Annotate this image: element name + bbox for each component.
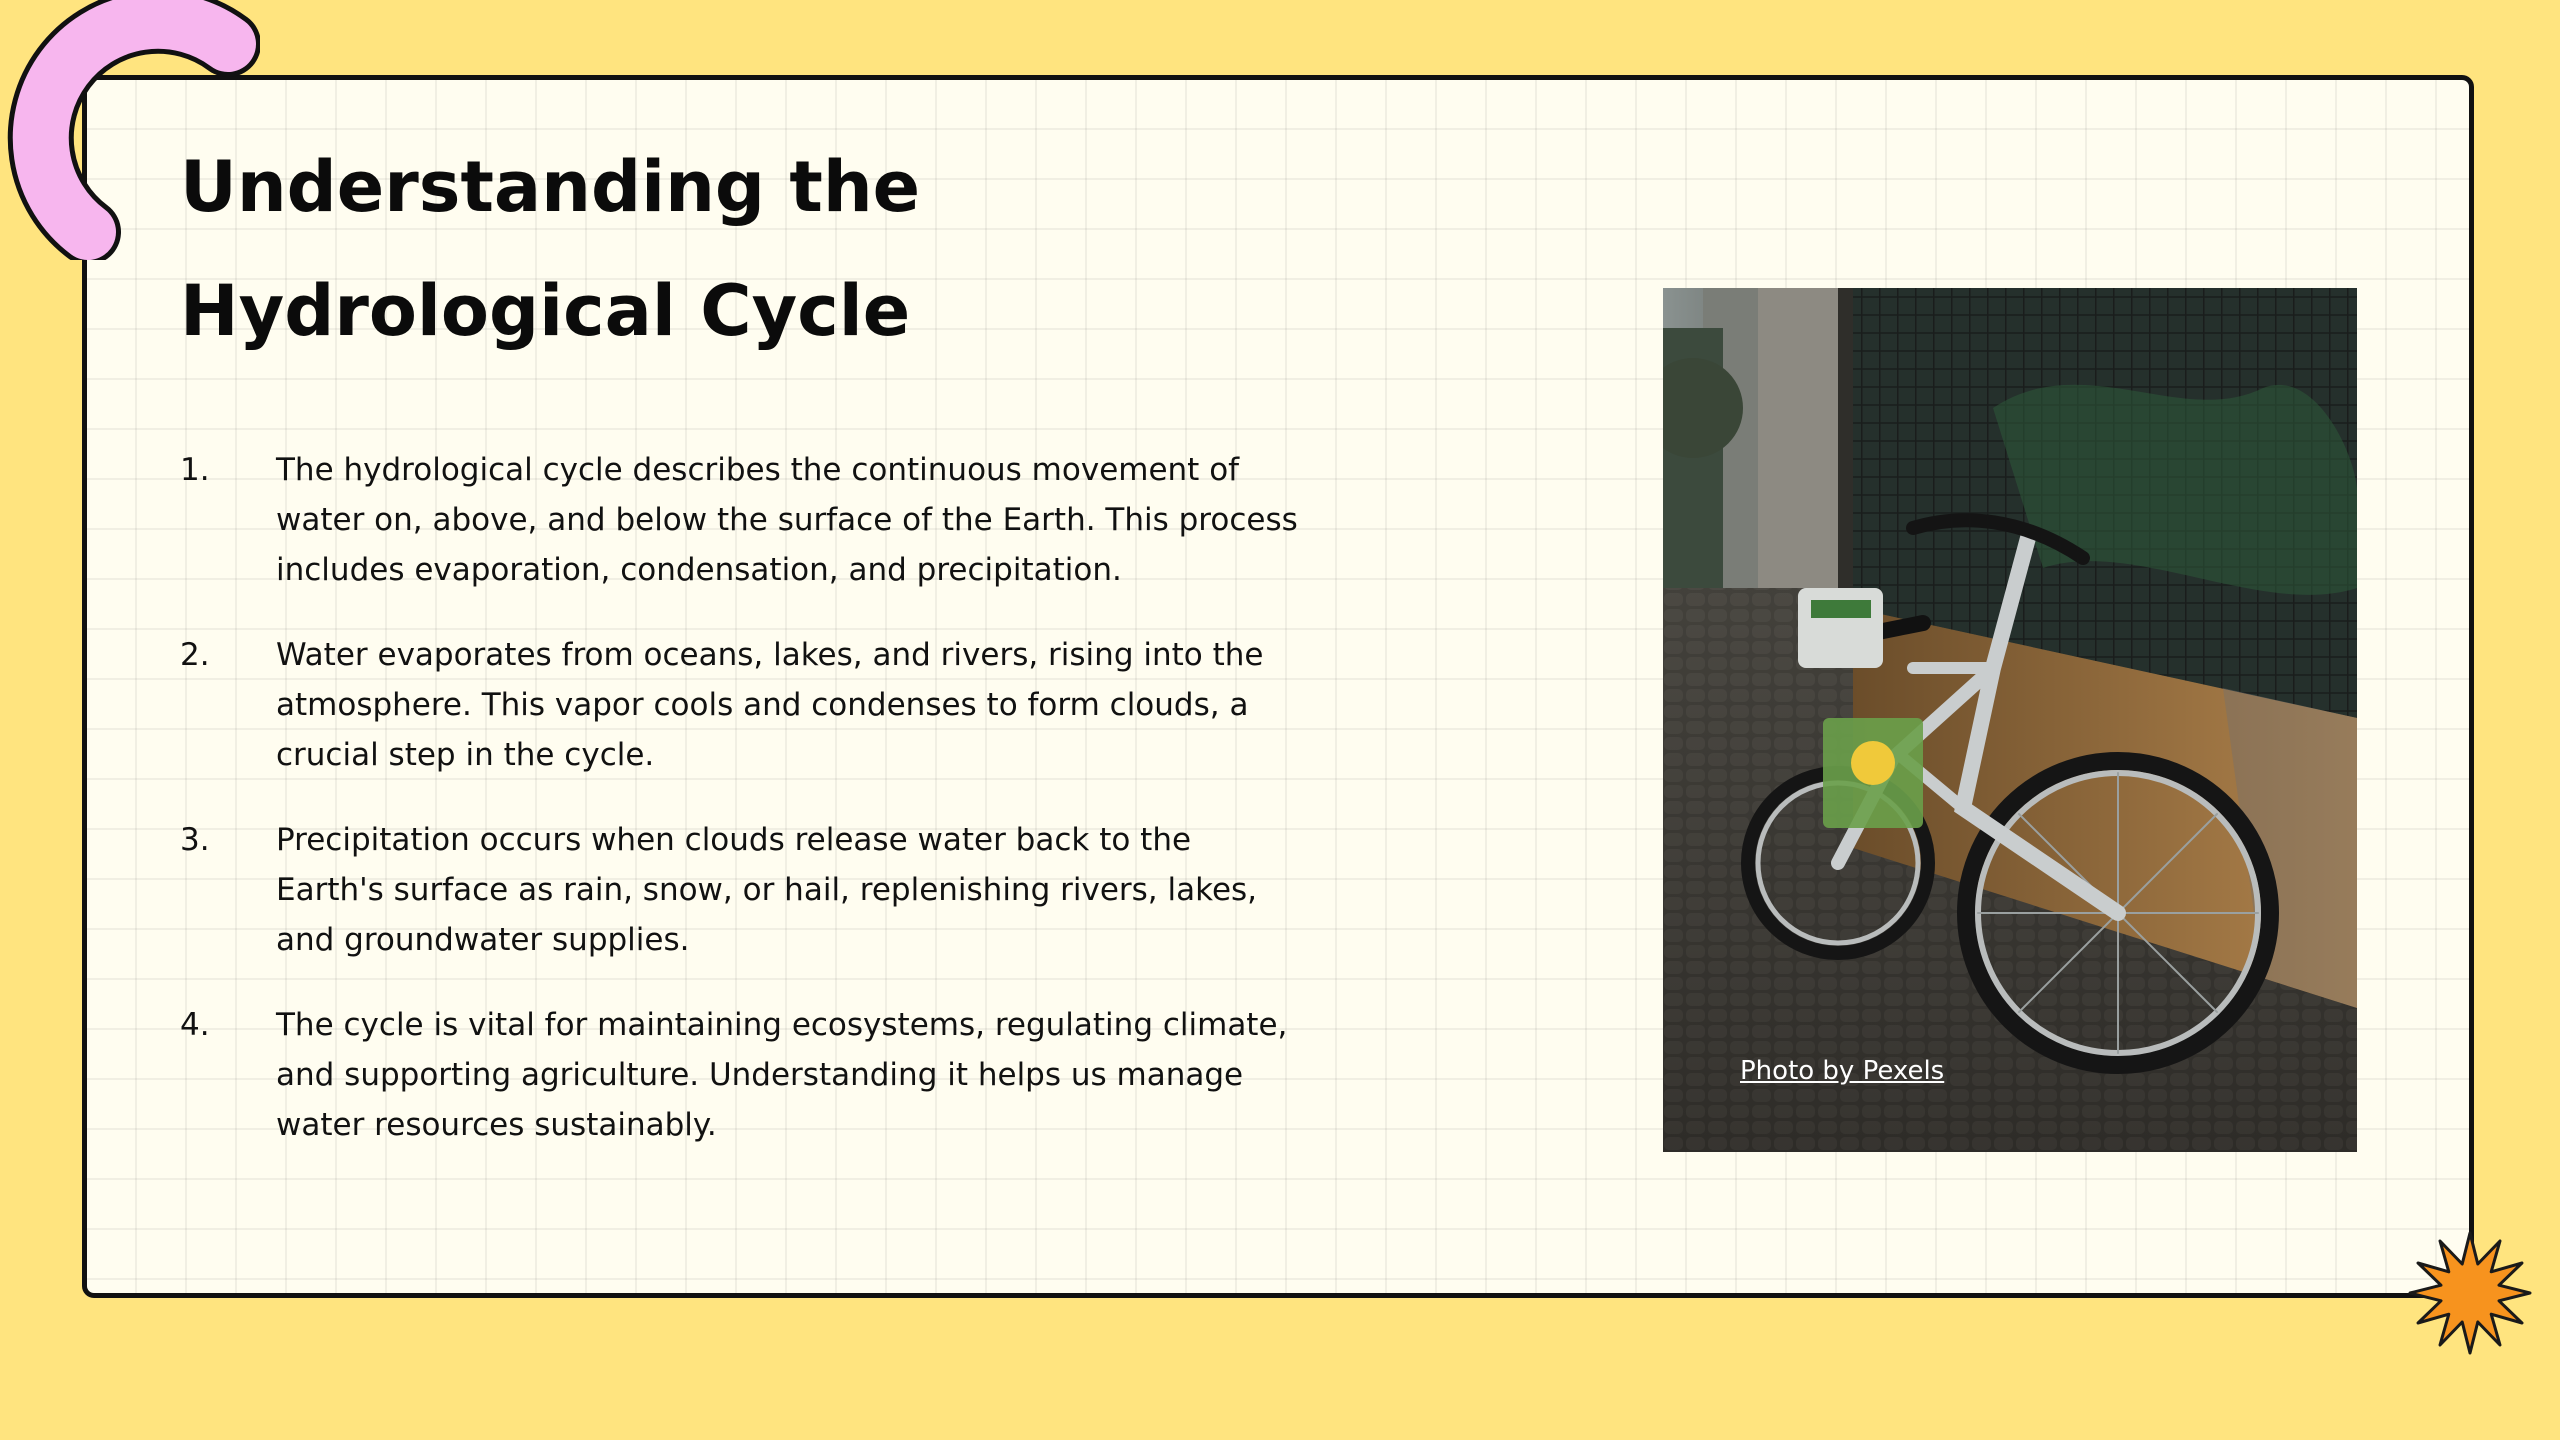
bicycle-photo: [1663, 288, 2357, 1152]
list-item-text: Precipitation occurs when clouds release water back to the Earth's surface as rain, snow, or hail, replenishing rivers, lakes, and groundwater supplies.: [276, 822, 1258, 958]
photo-credit-link[interactable]: Photo by Pexels: [1740, 1056, 1945, 1086]
title-line-1: Understanding the: [180, 146, 921, 228]
slide-title: [180, 125, 1380, 373]
list-item: [180, 815, 1300, 965]
bicycle-photo-illustration: [1663, 288, 2357, 1152]
list-item-number: 3.: [180, 822, 210, 858]
numbered-list: [180, 445, 1300, 1185]
list-item-text: Water evaporates from oceans, lakes, and rivers, rising into the atmosphere. This vapor cools and condenses to form clouds, a crucial step in the cycle.: [276, 637, 1264, 773]
list-item-number: 4.: [180, 1007, 210, 1043]
list-item: [180, 630, 1300, 780]
pink-arc-icon: [0, 0, 260, 260]
list-item-text: The cycle is vital for maintaining ecosystems, regulating climate, and supporting agriculture. Understanding it helps us manage water resources sustainably.: [276, 1007, 1288, 1143]
list-item-number: 2.: [180, 637, 210, 673]
list-item-text: The hydrological cycle describes the continuous movement of water on, above, and below the surface of the Earth. This process includes evaporation, condensation, and precipitation.: [276, 452, 1298, 588]
orange-starburst-icon: [2405, 1228, 2535, 1358]
title-line-2: Hydrological Cycle: [180, 270, 911, 352]
list-item-number: 1.: [180, 452, 210, 488]
list-item: [180, 445, 1300, 595]
list-item: [180, 1000, 1300, 1150]
